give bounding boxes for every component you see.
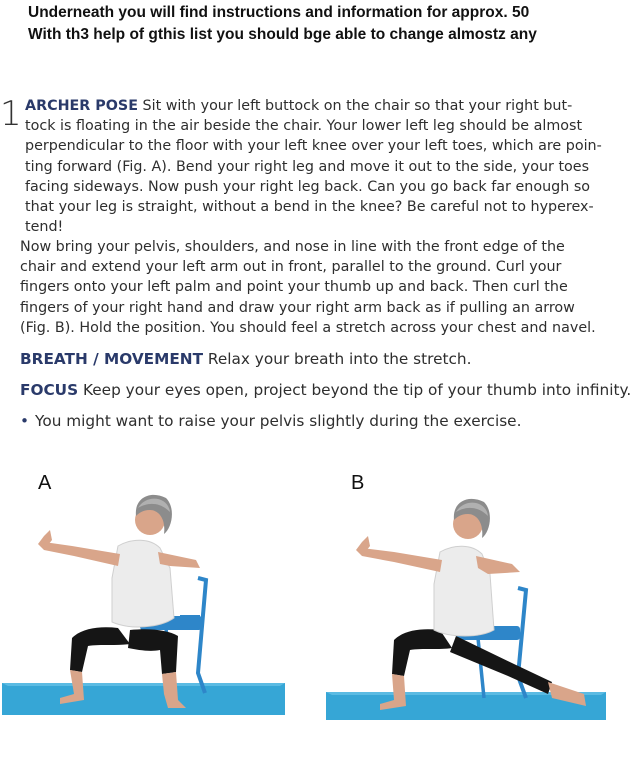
tip-bullet bbox=[20, 411, 628, 431]
instruction-line: (Fig. B). Hold the position. You should feel a stretch across your chest and navel. bbox=[20, 319, 596, 336]
focus-title: FOCUS bbox=[20, 381, 79, 399]
breath-text: Relax your breath into the stretch. bbox=[203, 350, 472, 368]
instructions-paragraph-1 bbox=[20, 96, 628, 237]
instruction-line: that your leg is straight, without a bend in the knee? Be careful not to hyperex- bbox=[25, 199, 594, 216]
instruction-line bbox=[20, 96, 628, 116]
exercise-number: 1 bbox=[0, 94, 22, 134]
instruction-line: fingers of your right hand and draw your right arm back as if pulling an arrow bbox=[20, 299, 575, 316]
instruction-line: facing sideways. Now push your right leg back. Can you go back far enough so bbox=[25, 178, 591, 195]
figure-a-label: A bbox=[38, 472, 52, 494]
focus-text: Keep your eyes open, project beyond the tip of your thumb into infinity. bbox=[78, 381, 632, 399]
bullet-icon: • bbox=[20, 412, 30, 430]
exercise-title: ARCHER POSE bbox=[25, 98, 138, 114]
bullet-text: You might want to raise your pelvis slightly during the exercise. bbox=[35, 412, 522, 430]
instruction-line: chair and extend your left arm out in front, parallel to the ground. Curl your bbox=[20, 259, 562, 276]
instruction-line: perpendicular to the floor with your left knee over your left toes, which are poin- bbox=[25, 138, 602, 155]
figure-b-photo bbox=[322, 468, 622, 748]
instruction-line: fingers onto your left palm and point your thumb up and back. Then curl the bbox=[20, 279, 568, 296]
figure-a-photo bbox=[0, 468, 300, 748]
figure-b bbox=[322, 468, 622, 748]
breath-section bbox=[20, 349, 628, 369]
instructions-paragraph-2 bbox=[20, 237, 628, 338]
header-line-2: With th3 help of gthis list you should bge able to change almostz any bbox=[28, 26, 537, 43]
instruction-line: ting forward (Fig. A). Bend your right leg and move it out to the side, your toes bbox=[25, 158, 590, 175]
instruction-line: Now bring your pelvis, shoulders, and nose in line with the front edge of the bbox=[20, 239, 565, 255]
figure-a bbox=[0, 468, 300, 748]
header-line-1: Underneath you will find instructions and information for approx. 50 bbox=[28, 4, 530, 21]
instruction-line: tock is floating in the air beside the chair. Your lower left leg should be almost bbox=[25, 118, 583, 135]
figure-b-label: B bbox=[351, 472, 365, 494]
focus-section bbox=[20, 380, 632, 400]
breath-title: BREATH / MOVEMENT bbox=[20, 350, 204, 368]
instruction-line: tend! bbox=[25, 219, 64, 236]
instruction-text: Sit with your left buttock on the chair so that your right but- bbox=[137, 98, 573, 114]
